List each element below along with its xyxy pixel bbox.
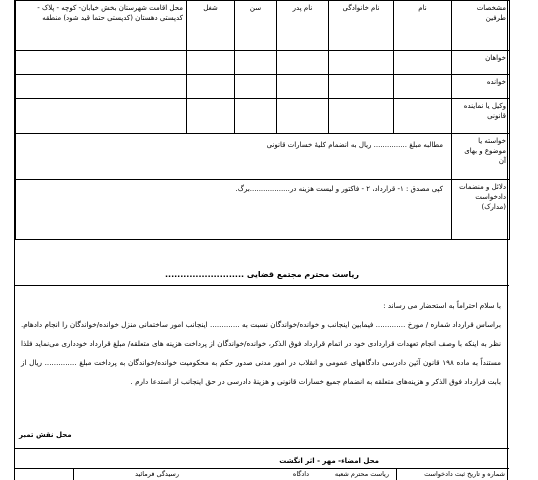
registration-number-label: شماره و تاریخ ثبت دادخواست xyxy=(424,470,505,478)
defendant-address-field[interactable] xyxy=(16,75,187,99)
petition-body xyxy=(21,296,501,391)
lawyer-job-field[interactable] xyxy=(187,99,235,134)
lawyer-address-field[interactable] xyxy=(16,99,187,134)
petition-text: براساس قرارداد شماره / مورخ ............. فیمابین اینجانب و خوانده/خواندگان نسبت به ............. اینجانب امور ساختمانی منزل خوانده/خواندگان را انجام دادهام. نظر به اینکه با وصف انجام تعهدات قراردادی خود در اتمام قرارداد فوق الذکر، خوانده/خواندگان از پرداخت هزینه های متعلقه/ مبلغ قرارداد خودداری می‌نماید فلذا مستنداً به ماده ۱۹۸ قانون آئین دادرسی دادگاههای عمومی و انقلاب در امور مدنی صدور حکم به محکومیت خوانده/خواندگان به پرداخت مبلغ .............. ریال از بابت قرارداد فوق الذکر و هزینه‌های متعلقه به انضمام جمیع خسارات قانونی و هزینهٔ دادرسی در حق اینجانب از استدعا دارم . xyxy=(21,320,501,386)
claim-text[interactable]: مطالبه مبلغ ............... ریال به انضمام کلیهٔ خسارات قانونی xyxy=(16,134,452,180)
header-row xyxy=(16,1,510,51)
greeting-text: با سلام احتراماً به استحضار می رساند : xyxy=(383,301,501,310)
header-address: محل اقامت شهرستان بخش خیابان- کوچه - پلاک - کدپستی دهستان (کدپستی حتما قید شود) منطقه xyxy=(16,1,187,51)
branch-label: ریاست محترم شعبه xyxy=(334,470,389,478)
defendant-father-field[interactable] xyxy=(277,75,329,99)
registration-strip xyxy=(15,468,509,480)
header-age: سن xyxy=(235,1,277,51)
evidence-label: دلائل و منضمات دادخواست (مدارک) xyxy=(452,180,510,240)
lawyer-label: وکیل یا نماینده قانونی xyxy=(452,99,510,134)
header-father: نام پدر xyxy=(277,1,329,51)
plaintiff-label: خواهان xyxy=(452,51,510,75)
plaintiff-father-field[interactable] xyxy=(277,51,329,75)
plaintiff-family-field[interactable] xyxy=(329,51,394,75)
lawyer-name-field[interactable] xyxy=(394,99,452,134)
defendant-label: خوانده xyxy=(452,75,510,99)
plaintiff-name-field[interactable] xyxy=(394,51,452,75)
plaintiff-address-field[interactable] xyxy=(16,51,187,75)
header-name: نام xyxy=(394,1,452,51)
plaintiff-job-field[interactable] xyxy=(187,51,235,75)
strip-divider xyxy=(396,468,397,480)
header-family: نام خانوادگی xyxy=(329,1,394,51)
parties-table xyxy=(15,0,510,240)
strip-divider xyxy=(73,468,74,480)
header-job: شغل xyxy=(187,1,235,51)
petition-form xyxy=(14,0,508,480)
claim-row xyxy=(16,134,510,180)
defendant-name-field[interactable] xyxy=(394,75,452,99)
court-label: دادگاه xyxy=(292,470,309,478)
lawyer-family-field[interactable] xyxy=(329,99,394,134)
signature-label: محل امضاء- مهر - اثر انگشت xyxy=(279,457,379,465)
defendant-age-field[interactable] xyxy=(235,75,277,99)
lawyer-father-field[interactable] xyxy=(277,99,329,134)
stamp-place-label: محل نقش تمبر xyxy=(19,431,72,439)
lawyer-row xyxy=(16,99,510,134)
claim-label: خواسته یا موضوع و بهای آن xyxy=(452,134,510,180)
evidence-row xyxy=(16,180,510,240)
defendant-job-field[interactable] xyxy=(187,75,235,99)
defendant-row xyxy=(16,75,510,99)
evidence-text[interactable]: کپی مصدق : ١- قرارداد، ٢ - فاکتور و لیست هزینه در..................برگ. xyxy=(16,180,452,240)
plaintiff-row xyxy=(16,51,510,75)
lawyer-age-field[interactable] xyxy=(235,99,277,134)
plaintiff-age-field[interactable] xyxy=(235,51,277,75)
header-parties: مشخصات طرفین xyxy=(452,1,510,51)
defendant-family-field[interactable] xyxy=(329,75,394,99)
referral-label: رسیدگی فرمائید xyxy=(135,470,179,478)
court-title: ریاست محترم مجتمع قضایی .......................... xyxy=(15,264,509,286)
